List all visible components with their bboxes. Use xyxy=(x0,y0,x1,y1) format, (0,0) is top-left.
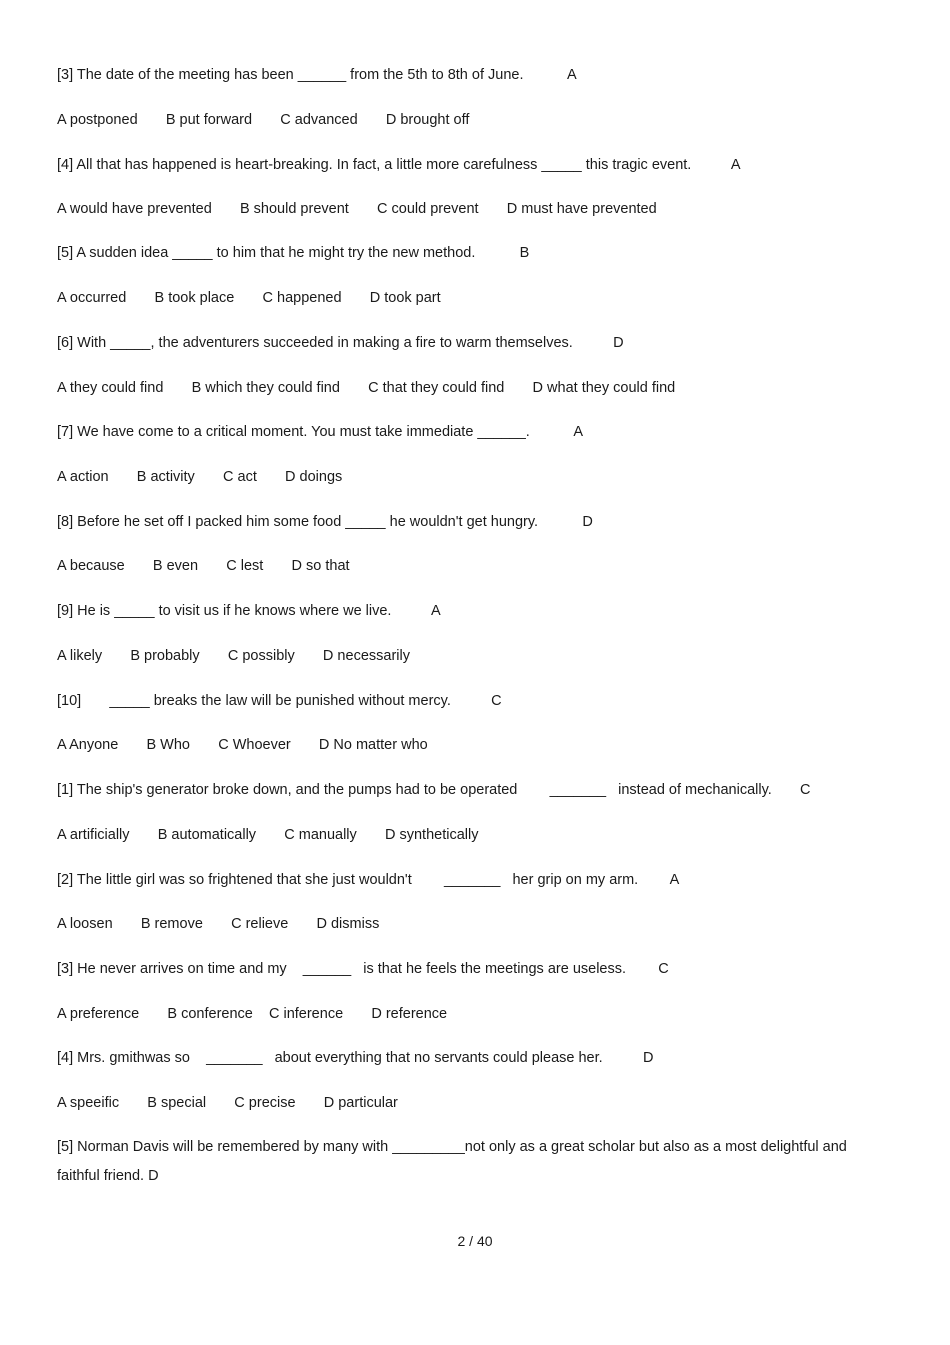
question-4-prevented: [4] All that has happened is heart-breaking. In fact, a little more carefulness _____ this tragic event. A xyxy=(57,157,741,173)
question-9-visit: [9] He is _____ to visit us if he knows where we live. A xyxy=(57,603,441,619)
options-7: A action B activity C act D doings xyxy=(57,469,343,485)
options-5: A occurred B took place C happened D took part xyxy=(57,290,441,306)
question-3-meetings: [3] He never arrives on time and my ______ is that he feels the meetings are useless. C xyxy=(57,961,669,977)
question-3-postponed: [3] The date of the meeting has been ______ from the 5th to 8th of June. A xyxy=(57,67,577,83)
options-2: A loosen B remove C relieve D dismiss xyxy=(57,916,380,932)
options-8: A because B even C lest D so that xyxy=(57,558,350,574)
page-number: 2 / 40 xyxy=(457,1233,493,1249)
options-6: A they could find B which they could find C that they could find D what they could find xyxy=(57,380,676,396)
options-4: A would have prevented B should prevent C could prevent D must have prevented xyxy=(57,201,657,217)
question-1-generator: [1] The ship's generator broke down, and the pumps had to be operated _______ instead of mechanically. C xyxy=(57,782,811,798)
question-2-grip: [2] The little girl was so frightened that she just wouldn't _______ her grip on my arm. A xyxy=(57,872,680,888)
options-3b: A preference B conference C inference D reference xyxy=(57,1006,448,1022)
options-1: A artificially B automatically C manually D synthetically xyxy=(57,827,479,843)
options-9: A likely B probably C possibly D necessarily xyxy=(57,648,410,664)
question-5-norman-davis: [5] Norman Davis will be remembered by many with _________not only as a great scholar but also as a most delightful and faithful friend. D xyxy=(57,1139,847,1184)
options-3: A postponed B put forward C advanced D brought off xyxy=(57,112,470,128)
options-4b: A speeific B special C precise D particular xyxy=(57,1095,398,1111)
question-7-action: [7] We have come to a critical moment. You must take immediate ______. A xyxy=(57,424,584,440)
question-4-servants: [4] Mrs. gmithwas so _______ about everything that no servants could please her. D xyxy=(57,1050,654,1066)
question-6-fire: [6] With _____, the adventurers succeeded in making a fire to warm themselves. D xyxy=(57,335,624,351)
question-10-law: [10] _____ breaks the law will be punished without mercy. C xyxy=(57,693,502,709)
options-10: A Anyone B Who C Whoever D No matter who xyxy=(57,737,428,753)
question-5-idea: [5] A sudden idea _____ to him that he might try the new method. B xyxy=(57,245,530,261)
question-8-food: [8] Before he set off I packed him some food _____ he wouldn't get hungry. D xyxy=(57,514,593,530)
